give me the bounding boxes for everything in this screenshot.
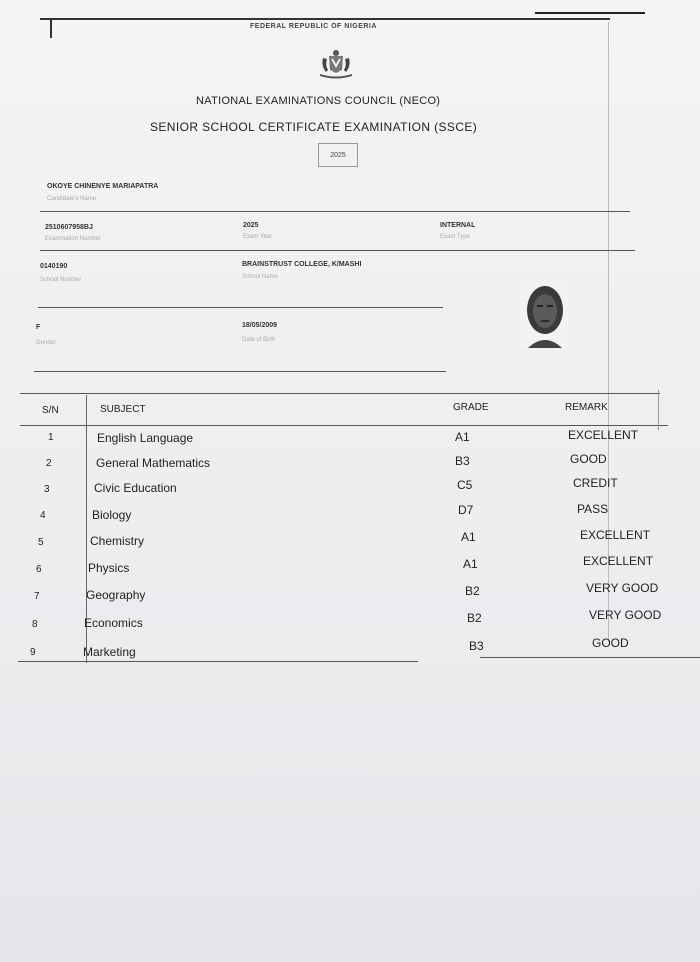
row-subject: Geography — [86, 588, 146, 602]
row-grade: C5 — [457, 478, 473, 492]
row-remark: GOOD — [592, 636, 629, 650]
table-top-rule — [20, 393, 660, 394]
row-subject: Biology — [92, 508, 132, 522]
row-grade: A1 — [463, 557, 478, 571]
table-bottom-rule — [18, 661, 418, 662]
row-sn: 6 — [36, 564, 42, 575]
exam-year-label: Exam Year — [243, 234, 273, 240]
exam-year: 2025 — [243, 222, 259, 229]
row-remark: VERY GOOD — [586, 581, 659, 595]
row-sn: 5 — [38, 537, 44, 548]
candidate-name: OKOYE CHINENYE MARIAPATRA — [47, 183, 159, 190]
row-subject: Physics — [88, 561, 130, 575]
exam-type: INTERNAL — [440, 222, 476, 229]
divider — [38, 307, 443, 308]
header-grade: GRADE — [453, 402, 489, 413]
row-subject: Civic Education — [94, 481, 177, 495]
row-remark: EXCELLENT — [583, 554, 654, 568]
row-grade: B3 — [469, 639, 484, 653]
table-bottom-rule-right — [480, 657, 700, 658]
row-remark: EXCELLENT — [568, 428, 639, 442]
candidate-name-label: Candidate's Name — [47, 196, 97, 202]
exam-title: SENIOR SCHOOL CERTIFICATE EXAMINATION (SSCE) — [150, 120, 478, 134]
row-grade: B3 — [455, 454, 470, 468]
divider — [34, 371, 446, 372]
gender-label: Gender — [36, 340, 57, 346]
exam-number: 2510607958BJ — [45, 224, 93, 231]
row-subject: Economics — [84, 616, 143, 630]
top-rule — [40, 18, 610, 20]
date-of-birth: 18/05/2009 — [242, 322, 278, 329]
divider — [40, 211, 630, 212]
gender: F — [36, 324, 41, 331]
exam-type-label: Exam Type — [440, 234, 470, 240]
row-remark: EXCELLENT — [580, 528, 651, 542]
row-sn: 2 — [46, 458, 52, 469]
row-sn: 1 — [48, 432, 54, 443]
school-name-label: School Name — [242, 274, 279, 280]
school-number-label: School Number — [40, 277, 82, 283]
row-subject: General Mathematics — [96, 456, 211, 470]
header-remark: REMARK — [565, 402, 608, 413]
school-name: BRAINSTRUST COLLEGE, K/MASHI — [242, 261, 362, 268]
row-sn: 7 — [34, 591, 40, 602]
row-grade: B2 — [465, 584, 480, 598]
row-remark: CREDIT — [573, 476, 618, 490]
table-right-edge — [658, 390, 659, 430]
row-subject: English Language — [97, 431, 194, 445]
row-subject: Marketing — [83, 645, 136, 659]
row-remark: VERY GOOD — [589, 608, 662, 622]
coat-of-arms-icon — [314, 48, 358, 80]
date-of-birth-label: Date of Birth — [242, 337, 276, 343]
row-grade: D7 — [458, 503, 474, 517]
row-remark: PASS — [577, 502, 609, 516]
row-grade: B2 — [467, 611, 482, 625]
header-subject: SUBJECT — [100, 404, 146, 415]
table-header-rule — [20, 425, 668, 426]
school-number: 0140190 — [40, 263, 68, 270]
divider — [40, 250, 635, 251]
row-remark: GOOD — [570, 452, 607, 466]
row-sn: 8 — [32, 619, 38, 630]
row-grade: A1 — [455, 430, 470, 444]
top-rule-right — [535, 12, 645, 14]
row-sn: 9 — [30, 647, 36, 658]
row-sn: 3 — [44, 484, 50, 495]
corner-mark — [50, 18, 52, 38]
right-border — [608, 22, 609, 642]
candidate-photo — [520, 280, 568, 348]
exam-number-label: Examination Number — [45, 236, 102, 242]
council-title: NATIONAL EXAMINATIONS COUNCIL (NECO) — [196, 95, 441, 107]
row-sn: 4 — [40, 510, 46, 521]
header-sn: S/N — [42, 405, 59, 416]
year-box: 2025 — [318, 143, 358, 167]
row-grade: A1 — [461, 530, 476, 544]
row-subject: Chemistry — [90, 534, 145, 548]
federal-republic-title: FEDERAL REPUBLIC OF NIGERIA — [250, 23, 377, 30]
